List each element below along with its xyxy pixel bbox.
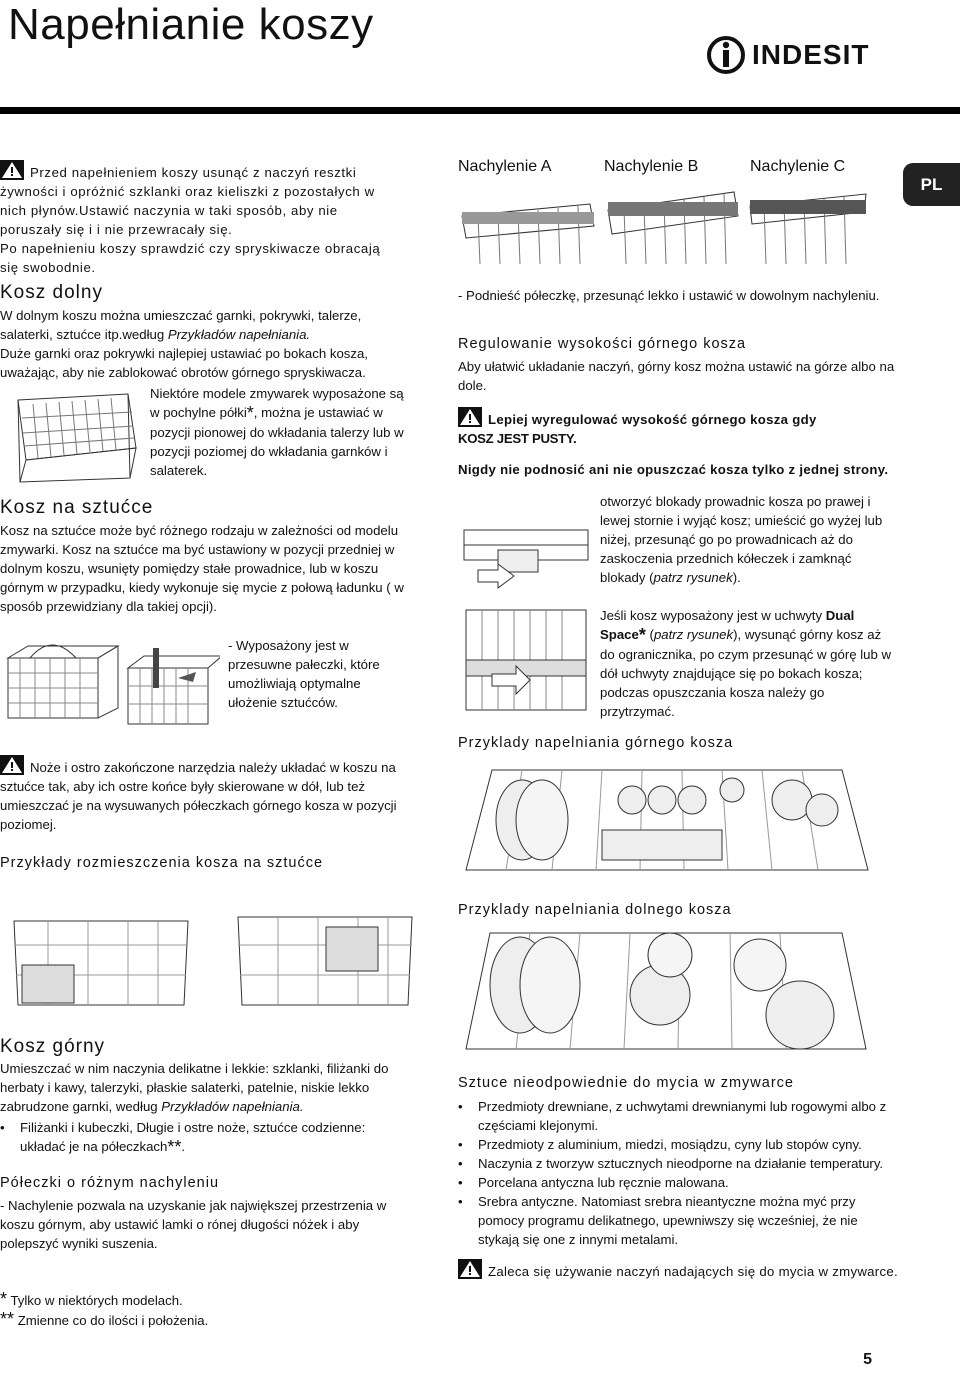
list-item: • Przedmioty drewniane, z uchwytami drewnianymi lub rogowymi albo z częściami klejonymi.	[458, 1097, 898, 1135]
lower-basket-title: Kosz dolny	[0, 282, 103, 303]
lower-basket-illustration	[8, 388, 140, 484]
height-adjust-section	[458, 335, 898, 479]
page-title: Napełnianie koszy	[8, 0, 374, 49]
cutlery-basket-title: Kosz na sztućce	[0, 497, 154, 518]
lower-examples-title: Przyklady napelniania dolnego kosza	[458, 902, 732, 918]
tilting-shelves-note: Niektóre modele zmywarek wyposażone są w pochylne półki*, można je ustawiać w pozycji pionowej do wkładania talerzy lub w pozycji poziomej do wkładania garnków i salaterek.	[150, 386, 404, 478]
unsuitable-list	[458, 1097, 898, 1249]
list-item: • Porcelana antyczna lub ręcznie malowana.	[458, 1173, 898, 1192]
upper-examples-title: Przyklady napelniania górnego kosza	[458, 735, 734, 751]
height-adjust-title: Regulowanie wysokości górnego kosza	[458, 336, 747, 352]
upper-basket-text: Umieszczać w nim naczynia delikatne i lekkie: szklanki, filiżanki do herbaty i kawy, talerzyki, płaskie salaterki, patelnie, niskie lekko zabrudzone garnki, według Przykładów napełniania.	[0, 1061, 389, 1114]
lower-basket-section	[0, 283, 410, 382]
lower-basket-p1: W dolnym koszu można umieszczać garnki, pokrywki, talerze, salaterki, sztućce itp.według Przykładów napełniania.	[0, 308, 362, 342]
warning-icon	[458, 407, 482, 427]
upper-basket-title: Kosz górny	[0, 1036, 106, 1057]
intro-warning-text: Przed napełnieniem koszy usunąć z naczyń resztki żywności i opróżnić szklanki oraz kieliszki z pozostałych w nich płynów.Ustawić naczynia w taki sposób, aby nie poruszały się i i nie przewracały się.	[0, 165, 375, 237]
footnotes	[0, 1290, 300, 1330]
language-tab: PL	[903, 163, 960, 206]
final-warning: Zaleca się używanie naczyń nadających się do mycia w zmywarce.	[458, 1259, 898, 1281]
list-item: • Srebra antyczne. Natomiast srebra nieantyczne można myć przy pomocy programu delikatnego, upewniwszy się wcześniej, że nie stykają się one z innymi metalami.	[458, 1192, 898, 1249]
warning-icon	[0, 755, 24, 775]
brand-name: INDESIT	[752, 39, 870, 70]
cutlery-examples-title: Przykłady rozmieszczenia kosza na sztućce	[0, 855, 324, 871]
list-item: • Naczynia z tworzyw sztucznych nieodporne na działanie temperatury.	[458, 1154, 898, 1173]
never-one-side-warning: Nigdy nie podnosić ani nie opuszczać kosza tylko z jednej strony.	[458, 462, 889, 477]
tilted-shelves-text: - Nachylenie pozwala na uzyskanie jak największej przestrzenia w koszu górnym, aby ustawić lamki o rónej długości nóżek i aby polepszyć wyniki suszenia.	[0, 1198, 387, 1251]
unsuitable-title: Sztuce nieodpowiednie do mycia w zmywarce	[458, 1075, 794, 1091]
cutlery-sliders-note: - Wyposażony jest w przesuwne pałeczki, które umożliwiają optymalne ułożenie sztućców.	[228, 638, 380, 710]
warning-icon	[0, 160, 24, 180]
tilt-a-label: Nachylenie A	[458, 158, 552, 175]
footnote-2: ** Zmienne co do ilości i położenia.	[0, 1309, 209, 1329]
list-item: • Przedmioty z aluminium, miedzi, mosiądzu, cyny lub stopów cyny.	[458, 1135, 898, 1154]
dual-space-text: Jeśli kosz wyposażony jest w uchwyty Dual Space* (patrz rysunek), wysunąć górny kosz aż do ogranicznika, po czym przesunąć w górę lub w dół uchwyty znajdujące się po bokach kosza; podczas opuszczania kosza należy go przytrzymać.	[600, 608, 892, 719]
intro-warning-paragraph	[0, 160, 402, 239]
cutlery-basket-illustration	[0, 638, 220, 746]
upper-basket-list	[0, 1118, 410, 1157]
warning-icon	[458, 1259, 482, 1279]
basket-rail-illustration	[458, 490, 594, 600]
dual-space-illustration	[462, 600, 592, 726]
intro-section	[0, 160, 402, 277]
lower-basket-example-illustration	[460, 925, 872, 1057]
tilted-shelves-title: Półeczki o różnym nachyleniu	[0, 1175, 220, 1191]
knives-warning: Noże i ostro zakończone narzędzia należy układać w koszu na sztućce tak, aby ich ostre końce były skierowane w dół, lub też umieszczać je na wysuwanych półeczkach górnego kosza w pozycji poziomej.	[0, 755, 420, 834]
remove-basket-text: otworzyć blokady prowadnic kosza po prawej i lewej stornie i wyjąć kosz; umieścić go wyżej lub niżej, przesunąć go po prowadnicach aż do zaskoczenia przednich kółeczek i zamknąć blokady (patrz rysunek).	[600, 494, 883, 585]
unsuitable-section	[458, 1074, 898, 1281]
tilt-c-label: Nachylenie C	[750, 158, 846, 175]
header-rule	[0, 107, 960, 114]
page-number: 5	[863, 1351, 872, 1368]
tilted-shelves-section	[0, 1174, 420, 1253]
cutlery-position-examples-illustration	[8, 905, 418, 1013]
cutlery-basket-section	[0, 498, 420, 616]
tilt-positions-illustration	[458, 186, 868, 270]
tilt-b-label: Nachylenie B	[604, 158, 699, 175]
height-adjust-text: Aby ułatwić układanie naczyń, górny kosz można ustawić na górze albo na dole.	[458, 359, 895, 393]
lower-basket-p2: Duże garnki oraz pokrywki najlepiej ustawiać po bokach kosza, uważając, aby nie zablokować obrotów górnego spryskiwacza.	[0, 346, 368, 380]
height-adjust-warning-2: KOSZ JEST PUSTY.	[458, 431, 577, 446]
list-item: • Filiżanki i kubeczki, Długie i ostre noże, sztućce codzienne: układać je na półeczkach**.	[0, 1118, 410, 1157]
cutlery-basket-text: Kosz na sztućce może być różnego rodzaju w zależności od modelu zmywarki. Kosz na sztućce ma być ustawiony w pozycji przedniej w dolnym koszu, wsunięty pomiędzy stałe prowadnice, lub w koszu górnym w przypadku, kiedy wykonuje się mycie z połową ładunku ( w sposób przewidziany dla takiej opcji).	[0, 523, 404, 614]
height-adjust-warning: Lepiej wyregulować wysokość górnego kosza gdy	[458, 407, 898, 429]
upper-basket-example-illustration	[462, 760, 872, 882]
footnote-1: * Tylko w niektórych modelach.	[0, 1289, 183, 1309]
upper-basket-section	[0, 1037, 410, 1157]
intro-check-text: Po napełnieniu koszy sprawdzić czy spryskiwacze obracają się swobodnie.	[0, 241, 381, 275]
tilt-instructions: - Podnieść półeczkę, przesunąć lekko i ustawić w dowolnym nachyleniu.	[458, 288, 880, 303]
brand-logo	[706, 30, 876, 80]
indesit-logo-icon	[706, 35, 746, 75]
